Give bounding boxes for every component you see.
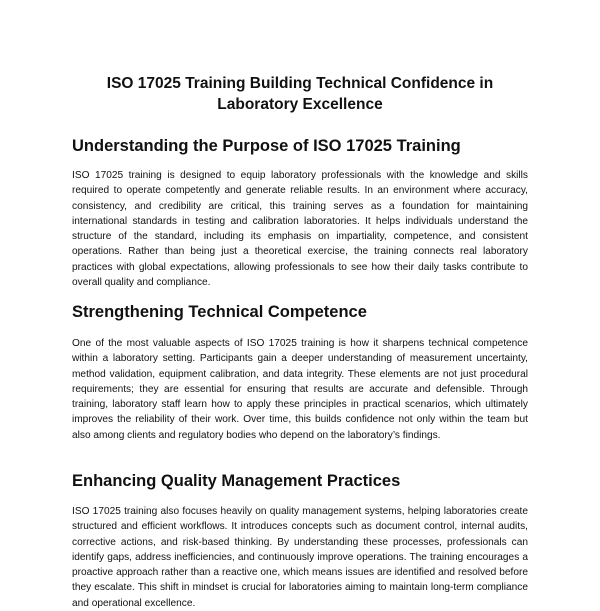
section-heading-quality-management: Enhancing Quality Management Practices bbox=[72, 472, 401, 490]
section-heading-competence: Strengthening Technical Competence bbox=[72, 303, 367, 321]
section-heading-purpose: Understanding the Purpose of ISO 17025 Training bbox=[72, 137, 461, 155]
section-paragraph-purpose: ISO 17025 training is designed to equip laboratory professionals with the knowledge and skills required to operate competently and generate reliable results. In an environment where accuracy, consistency, and credibility are critical, this training serves as a foundation for maintaining international standards in testing and calibration laboratories. It helps individuals understand the structure of the standard, including its emphasis on impartiality, competence, and consistent operations. Rather than being just a theoretical exercise, the training connects real laboratory practices with global expectations, allowing professionals to see how their daily tasks contribute to overall quality and compliance. bbox=[72, 170, 528, 289]
section-paragraph-quality-management: ISO 17025 training also focuses heavily on quality management systems, helping laboratories create structured and efficient workflows. It introduces concepts such as document control, internal audits, corrective actions, and risk-based thinking. By understanding these processes, professionals can identify gaps, address inefficiencies, and continuously improve operations. The training encourages a proactive approach rather than a reactive one, which means issues are identified and resolved before they escalate. This shift in mindset is crucial for laboratories aiming to maintain long-term compliance and operational excellence. bbox=[72, 506, 528, 609]
document-title: ISO 17025 Training Building Technical Confidence in Laboratory Excellence bbox=[106, 75, 494, 113]
section-paragraph-competence: One of the most valuable aspects of ISO 17025 training is how it sharpens technical competence within a laboratory setting. Participants gain a deeper understanding of measurement uncertainty, method validation, equipment calibration, and data integrity. These elements are not just procedural requirements; they are essential for ensuring that results are accurate and defensible. Through training, laboratory staff learn how to apply these principles in practical scenarios, which ultimately improves the reliability of their work. Over time, this builds confidence not only within the team but also among clients and regulatory bodies who depend on the laboratory’s findings. bbox=[72, 338, 528, 441]
